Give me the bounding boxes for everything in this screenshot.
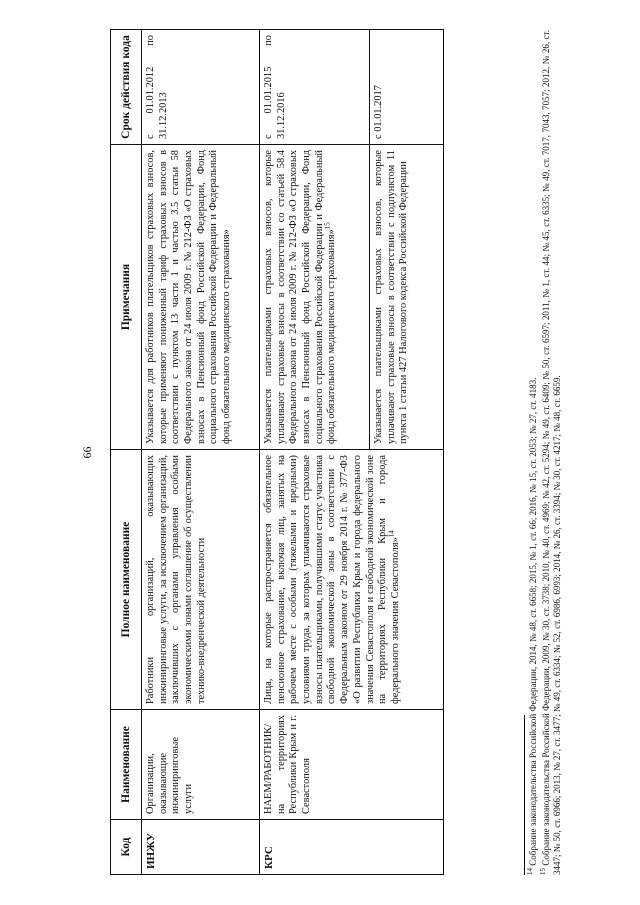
footnote-15 <box>538 29 563 875</box>
row-code: КРС <box>260 820 444 875</box>
table-header-row <box>111 30 142 875</box>
table-row <box>260 30 370 875</box>
table-row <box>142 30 260 875</box>
row-code: ИНЖУ <box>142 820 260 875</box>
row-full-name-text: Лица, на которые распространяется обязательное пенсионное страхование, включая лиц, занятых на рабочем месте с особыми (тяжелыми и вредными) условиями труда, за которых уплачиваются страховые взносы плательщиками, получившими статус участника свободной экономической зоны в соответствии с Федеральным законом от 29 ноября 2014 г. № 377-ФЗ «О развитии Республики Крым и города федерального значения Севастополя и свободной экономической зоне на территориях Республики Крым и города федерального значения Севастополя» <box>263 454 401 704</box>
row-full-name: Работники организаций, оказывающих инжиниринговые услуги, за исключением организаций, заключивших с органами управления особыми экономическими зонами соглашение об осуществлении технико-внедренческой деятельности <box>142 450 260 710</box>
header-validity: Срок действия кода <box>111 30 142 145</box>
row-name: НАЕМ/РАБОТНИК/на территориях Республики Крым и г. Севастополя <box>260 710 444 820</box>
footnote-mark: 14 <box>526 868 534 875</box>
row-notes-text: Указывается плательщиками страховых взносов, которые уплачивают страховые взносы в соответствии со статьей 58.4 Федерального закона от 24 июля 2009 г. № 212-ФЗ «О страховых взносах в Пенсионный фонд Российской Федерации, Фонд социального страхования Российской Федерации и Федеральный фонд обязательного медицинского страхования» <box>263 150 338 444</box>
page-number: 66 <box>80 446 94 459</box>
row-validity: с 01.01.2015 по 31.12.2016 <box>260 30 370 145</box>
footnote-divider <box>524 715 525 875</box>
row-full-name <box>260 450 444 710</box>
row-name: Организации, оказывающие инжиниринговые услуги <box>142 710 260 820</box>
footnote-ref: 15 <box>323 222 332 230</box>
header-notes: Примечания <box>111 145 142 450</box>
row-validity: с 01.01.2017 <box>370 30 444 145</box>
row-notes: Указывается плательщиками страховых взносов, которые уплачивают страховые взносы в соответствии с подпунктом 11 пункта 1 статьи 427 Налогового кодекса Российской Федерации <box>370 145 444 450</box>
codes-table <box>110 29 444 875</box>
row-validity: с 01.01.2012 по 31.12.2013 <box>142 30 260 145</box>
header-full-name: Полное наименование <box>111 450 142 710</box>
footnote-text: Собрание законодательства Российской Федерации, 2009, № 30, ст. 3738; 2010, № 40, ст. 4969; № 42, ст. 5294; № 49, ст. 6409; № 50, ст. 6597; 2011, № 1, ст. 44; № 45, ст. 6335; № 49, ст. 7017, 7043, 7057; 2012, № 26, ст. 3447; № 50, ст. 6966; 2013, № 27, ст. 3477; № 49, ст. 6334; № 52, ст. 6986, 6993; 2014, № 26, ст. 3394; № 30, ст. 4217; № 48, ст. 6659. <box>540 29 562 875</box>
footnote-mark: 15 <box>538 868 547 875</box>
footnotes <box>528 30 564 875</box>
footnote-text: Собрание законодательства Российской Федерации, 2014, № 48, ст. 6658; 2015, № 1, ст. 66; 2016, № 15, ст. 2053; № 27, ст. 4183. <box>528 377 538 866</box>
row-notes: Указывается для работников плательщиков страховых взносов, которые применяют пониженный тариф страховых взносов в соответствии с пунктом 13 части 1 и частью 3.5 статьи 58 Федерального закона от 24 июля 2009 г. № 212-ФЗ «О страховых взносах в Пенсионный фонд Российской Федерации, Фонд социального страхования Российской Федерации и Федеральный фонд обязательного медицинского страхования» <box>142 145 260 450</box>
footnote-ref: 14 <box>387 530 396 538</box>
row-notes <box>260 145 370 450</box>
footnote-14 <box>528 30 539 875</box>
header-code: Код <box>111 820 142 875</box>
header-name: Наименование <box>111 710 142 820</box>
